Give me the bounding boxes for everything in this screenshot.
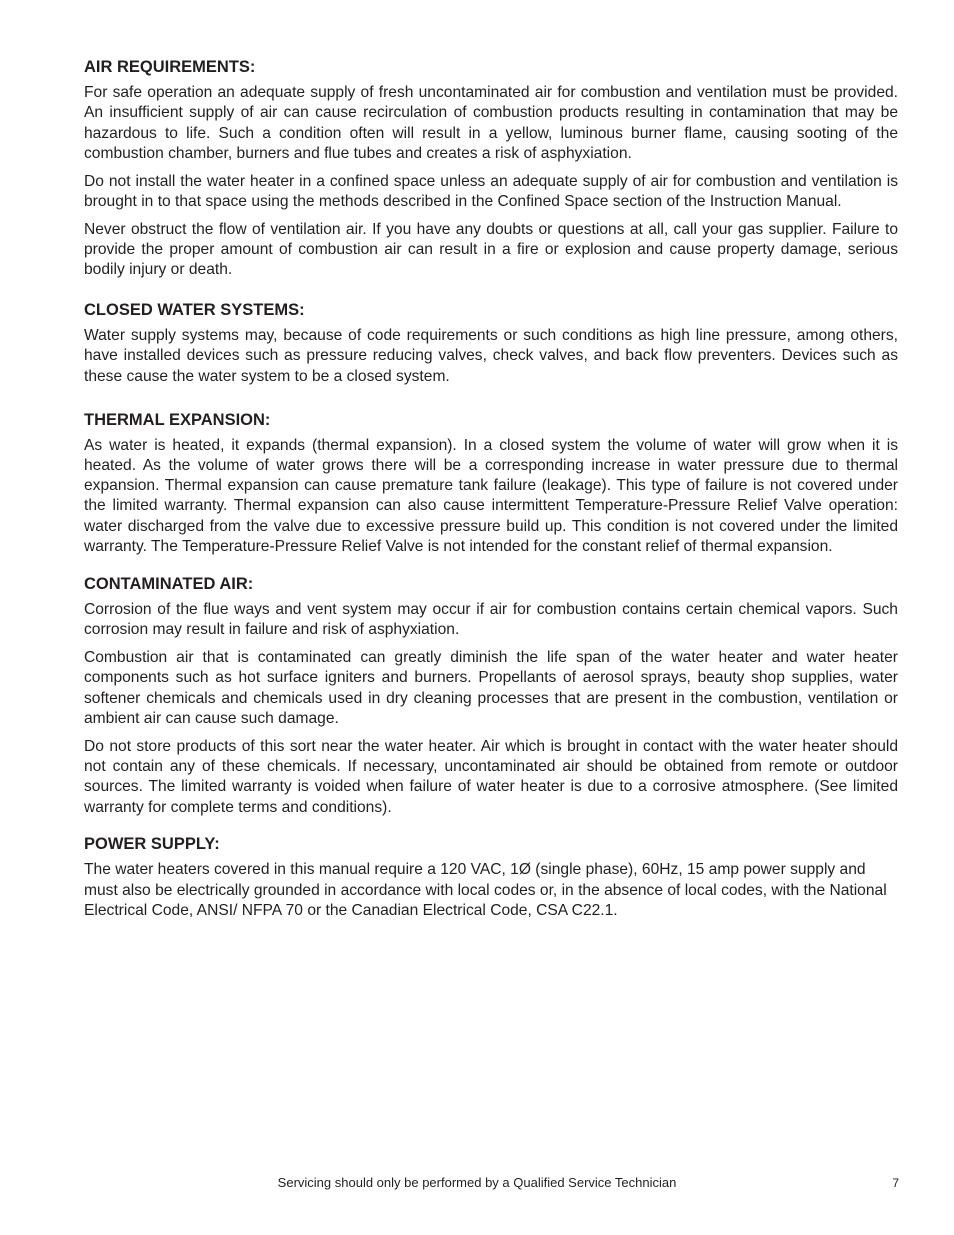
paragraph: Combustion air that is contaminated can greatly diminish the life span of the water heater and water heater components such as hot surface igniters and burners. Propellants of aerosol sprays, beauty shop supplies, water softener chemicals and chemicals used in dry cleaning processes that are present in the combustion, ventilation or ambient air can cause such damage. bbox=[84, 648, 898, 727]
document-body bbox=[84, 57, 898, 929]
paragraph: Never obstruct the flow of ventilation air. If you have any doubts or questions at all, call your gas supplier. Failure to provide the proper amount of combustion air can result in a fire or explosion and cause property damage, serious bodily injury or death. bbox=[84, 220, 898, 279]
page-number: 7 bbox=[892, 1176, 899, 1190]
section-thermal-expansion bbox=[84, 410, 898, 558]
section-air-requirements bbox=[84, 57, 898, 281]
paragraph: For safe operation an adequate supply of fresh uncontaminated air for combustion and ventilation must be provided. An insufficient supply of air can cause recirculation of combustion products resulting in contamination that may be hazardous to life. Such a condition often will result in a yellow, luminous burner flame, causing sooting of the combustion chamber, burners and flue tubes and creates a risk of asphyxiation. bbox=[84, 84, 898, 162]
paragraph: Water supply systems may, because of code requirements or such conditions as high line pressure, among others, have installed devices such as pressure reducing valves, check valves, and back flow preventers. Devices such as these cause the water system to be a closed system. bbox=[84, 327, 898, 385]
footer-note: Servicing should only be performed by a Qualified Service Technician bbox=[277, 1175, 677, 1190]
paragraph: Corrosion of the flue ways and vent system may occur if air for combustion contains certain chemical vapors. Such corrosion may result in failure and risk of asphyxiation. bbox=[84, 600, 898, 639]
paragraph: The water heaters covered in this manual require a 120 VAC, 1Ø (single phase), 60Hz, 15 amp power supply and must also be electrically grounded in accordance with local codes or, in the absence of local codes, with the National Electrical Code, ANSI/ NFPA 70 or the Canadian Electrical Code, CSA C22.1. bbox=[84, 861, 887, 919]
section-contaminated-air bbox=[84, 574, 898, 818]
paragraph: Do not install the water heater in a confined space unless an adequate supply of air for combustion and ventilation is brought in to that space using the methods described in the Confined Space section of the Instruction Manual. bbox=[84, 172, 898, 210]
section-heading: CLOSED WATER SYSTEMS: bbox=[84, 301, 305, 320]
paragraph: Do not store products of this sort near the water heater. Air which is brought in contact with the water heater should not contain any of these chemicals. If necessary, uncontaminated air should be obtained from remote or outdoor sources. The limited warranty is voided when failure of water heater is due to a corrosive atmosphere. (See limited warranty for complete terms and conditions). bbox=[84, 737, 898, 816]
section-heading: AIR REQUIREMENTS: bbox=[84, 58, 256, 76]
section-closed-water-systems bbox=[84, 300, 898, 387]
section-heading: CONTAMINATED AIR: bbox=[84, 574, 254, 593]
section-power-supply bbox=[84, 834, 898, 921]
section-heading: THERMAL EXPANSION: bbox=[84, 410, 271, 429]
paragraph: As water is heated, it expands (thermal expansion). In a closed system the volume of water will grow when it is heated. As the volume of water grows there will be a corresponding increase in water pressure due to thermal expansion. Thermal expansion can cause premature tank failure (leakage). This type of failure is not covered under the limited warranty. Thermal expansion can also cause intermittent Temperature-Pressure Relief Valve operation: water discharged from the valve due to excessive pressure build up. This condition is not covered under the limited warranty. The Temperature-Pressure Relief Valve is not intended for the constant relief of thermal expansion. bbox=[84, 436, 898, 556]
section-heading: POWER SUPPLY: bbox=[84, 835, 220, 854]
